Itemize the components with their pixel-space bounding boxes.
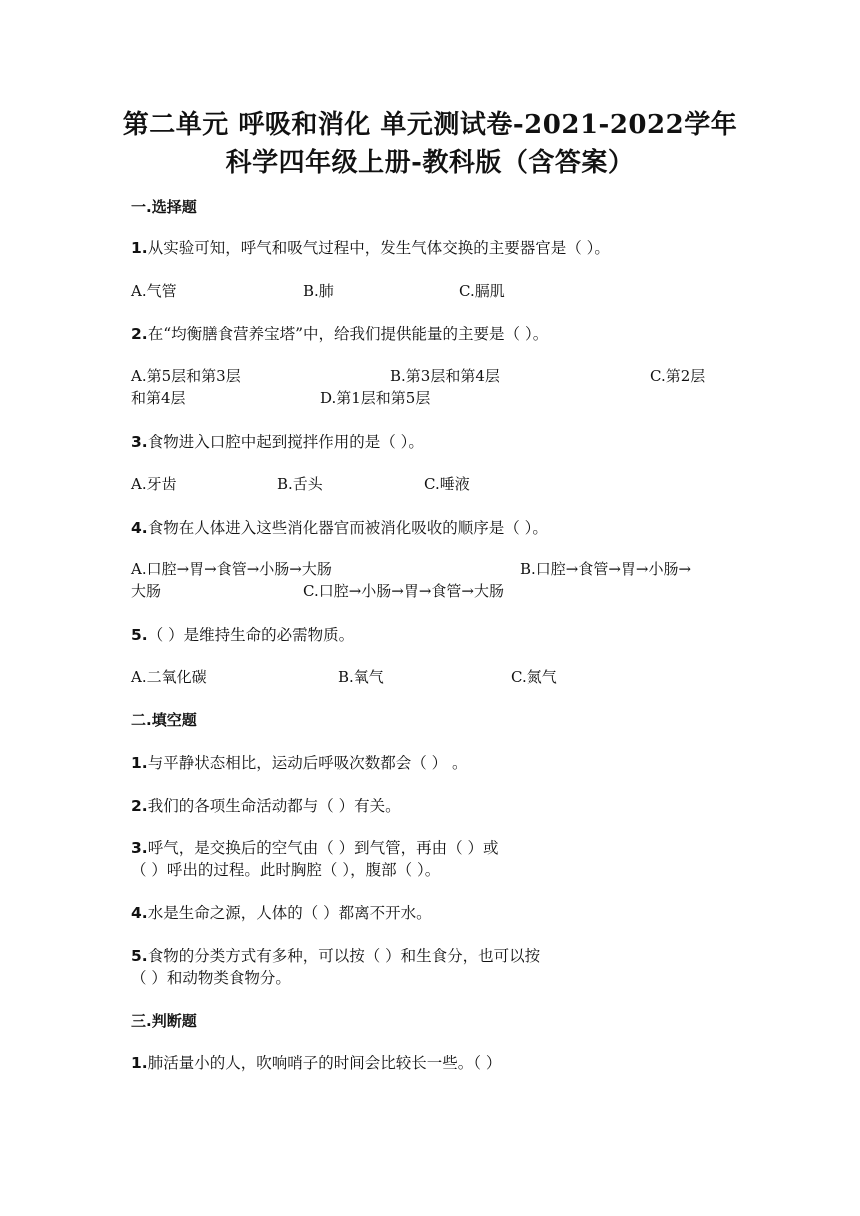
question-text: 与平静状态相比，运动后呼吸次数都会（ ） 。 [147, 754, 468, 772]
question-number: 5. [131, 947, 148, 965]
fill-q4 [131, 901, 432, 923]
choice-q1-option-a: A.气管 [131, 282, 177, 300]
fill-q1 [131, 751, 468, 773]
question-text: 肺活量小的人，吹响哨子的时间会比较长一些。（ ） [147, 1054, 502, 1072]
choice-q2-option-a: A.第5层和第3层 [131, 367, 241, 385]
choice-q4-option-c: C.口腔→小肠→胃→食管→大肠 [303, 582, 504, 600]
choice-q3 [131, 430, 424, 452]
question-number: 1. [131, 754, 148, 772]
question-text: （ ）是维持生命的必需物质。 [147, 626, 355, 644]
judge-q1 [131, 1051, 501, 1073]
question-number: 5. [131, 626, 148, 644]
section-heading-choice: 一.选择题 [131, 198, 197, 216]
question-text: 食物在人体进入这些消化器官而被消化吸收的顺序是（ ）。 [147, 519, 548, 537]
choice-q5-option-a: A.二氧化碳 [131, 668, 207, 686]
choice-q4 [131, 516, 548, 538]
question-number: 2. [131, 325, 148, 343]
question-number: 3. [131, 433, 148, 451]
choice-q2 [131, 322, 548, 344]
question-number: 1. [131, 239, 148, 257]
question-text: 在“均衡膳食营养宝塔”中，给我们提供能量的主要是（ ）。 [147, 325, 549, 343]
title-line-1: 第二单元 呼吸和消化 单元测试卷-2021-2022学年 [122, 110, 738, 140]
choice-q2-option-b: B.第3层和第4层 [390, 367, 500, 385]
choice-q1 [131, 236, 610, 258]
choice-q5-option-c: C.氮气 [511, 668, 557, 686]
choice-q5-option-b: B.氧气 [338, 668, 384, 686]
fill-q3 [131, 836, 499, 858]
question-text: 呼气，是交换后的空气由（ ）到气管，再由（ ）或 [147, 839, 499, 857]
choice-q2-option-c-cont: 和第4层 [131, 389, 186, 407]
fill-q3-continued: （ ）呼出的过程。此时胸腔（ ），腹部（ ）。 [131, 861, 441, 879]
choice-q5 [131, 623, 354, 645]
fill-q5 [131, 944, 540, 966]
question-text: 从实验可知，呼气和吸气过程中，发生气体交换的主要器官是（ ）。 [147, 239, 610, 257]
title-line-2: 科学四年级上册-教科版（含答案） [225, 148, 635, 178]
choice-q3-option-c: C.唾液 [424, 475, 470, 493]
choice-q1-option-c: C.膈肌 [459, 282, 505, 300]
choice-q4-option-b-cont: 大肠 [131, 582, 162, 600]
choice-q1-option-b: B.肺 [303, 282, 334, 300]
question-number: 1. [131, 1054, 148, 1072]
question-number: 3. [131, 839, 148, 857]
question-number: 4. [131, 904, 148, 922]
question-text: 食物进入口腔中起到搅拌作用的是（ ）。 [147, 433, 424, 451]
question-text: 水是生命之源，人体的（ ）都离不开水。 [147, 904, 432, 922]
question-text: 我们的各项生命活动都与（ ）有关。 [147, 797, 401, 815]
choice-q3-option-b: B.舌头 [277, 475, 323, 493]
section-heading-fill: 二.填空题 [131, 711, 197, 729]
section-heading-judge: 三.判断题 [131, 1012, 197, 1030]
question-text: 食物的分类方式有多种，可以按（ ）和生食分，也可以按 [147, 947, 541, 965]
fill-q5-continued: （ ）和动物类食物分。 [131, 969, 291, 987]
choice-q2-option-c: C.第2层 [650, 367, 706, 385]
choice-q3-option-a: A.牙齿 [131, 475, 177, 493]
choice-q4-option-a: A.口腔→胃→食管→小肠→大肠 [131, 560, 332, 578]
question-number: 2. [131, 797, 148, 815]
choice-q4-option-b: B.口腔→食管→胃→小肠→ [520, 560, 692, 578]
fill-q2 [131, 794, 401, 816]
choice-q2-option-d: D.第1层和第5层 [320, 389, 431, 407]
question-number: 4. [131, 519, 148, 537]
